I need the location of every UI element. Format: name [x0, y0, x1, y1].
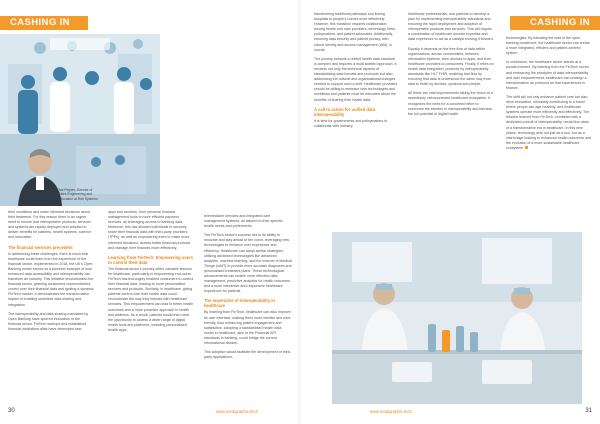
- subheading: Learning from FinTech: Empowering users to control their data: [108, 254, 194, 265]
- left-column-2: [108, 210, 194, 337]
- paragraph: By learning from FinTech, healthcare can also improve its user interface, making them more intuitive and user-friendly, thus enhancing patient engagement and satisfaction. Adopting a standardised health data model in healthcare, akin to the Financial API standards in banking, could bridge the current informational divides.: [204, 310, 292, 345]
- paragraph: The interoperability and data sharing mandated by Open Banking have spurred innovation in the financial sector. FinTech startups and established financial institutions alike have developed new: [8, 311, 89, 331]
- doctors-collage-image: [0, 34, 160, 206]
- paragraph: [506, 95, 592, 151]
- page-number: 31: [585, 408, 592, 414]
- paragraph: healthcare professionals, and patients to develop a plan for implementing interoperability standards and ensuring the rapid deployment and adoption of interoperable products and services. This will require a combination of healthcare domain expertise and data experience to act as a catalyst moving it forward.: [408, 12, 494, 42]
- paragraph: In addressing these challenges, there is much that healthcare could learn from the experience of the financial sector. Implemented in 2018, the UK's Open Banking model serves as a powerful example of how enhanced data accessibility and interoperability can transform an industry. This initiative revolutionised the financial sector, granting consumers unprecedented control over their financial data and igniting a dynamic FinTech market. It demonstrates the transformative impact of enabling seamless data sharing and integration.: [8, 251, 94, 307]
- paragraph: Equally it depends on the free flow of data within organisations, across communities, between information systems, from devices to apps, and from healthcare providers to consumers. Finally, it relies on health data integration, powered by interoperability standards like HL7 FHIR, enabling that flow by ensuring that data is understood the same way from start to finish by devices, systems and people.: [408, 46, 494, 87]
- caption-role-2: Education at Rok Systems: [58, 196, 98, 201]
- paragraph: their conditions and make informed decisions about their treatment. For this reason there is an urgent need to ensure that interoperable products, services and systems are rapidly deployed and adopted to deliver benefits for patients, health systems, science and innovation.: [8, 210, 92, 240]
- right-column-2: [408, 12, 494, 121]
- section-tab: CASHING IN: [510, 16, 600, 30]
- paragraph: All these are vital improvements taking the vision of a seamlessly interconnected healthcare ecosystem. It recognises the need for a concerted effort to overcome the barriers to interoperability and harness the full potential of digital health: [408, 91, 493, 116]
- subheading: A call to action for unified data interoperability: [314, 106, 376, 117]
- hero-photo: [0, 34, 160, 206]
- closing-paragraph: The shift will not only enhance patient care but also drive innovation, ultimately contributing to a future where people can age healthily, and healthcare systems operate more efficiently and effectively. The lessons learned from FinTech, combined with a dedicated pursuit of interoperability, herald the dawn of a transformative era in healthcare. In this new phase, technology acts not just as a tool, but as a vital bridge leading to enhanced health outcomes and the evolution of a more sustainable healthcare ecosystem.: [506, 94, 592, 150]
- right-column-3: [506, 36, 592, 155]
- right-column-1: [314, 12, 398, 133]
- paragraph: In conclusion, the healthcare sector stands at a pivotal moment. By learning from the FinTech sector and embracing the principles of data interoperability and user empowerment, healthcare can undergo a transformation as profound as that experienced in finance.: [506, 60, 589, 90]
- paragraph: transforming traditional pathways and linking hospitals to people's homes more effectively. However, this transition requires collaboration among health and care providers, technology firms, policymakers, and patient advocates. Additionally, ensuring data security and patient privacy, with robust identity and access management (IAM), is crucial.: [314, 12, 396, 52]
- paragraph: This adoption would facilitate the development of third-party applications,: [204, 350, 291, 360]
- left-column-1: [8, 210, 94, 336]
- caption-name: Joe Peyser, Director of: [58, 188, 93, 192]
- subheading: The financial services precedent: [8, 244, 73, 250]
- left-column-3: [204, 214, 292, 364]
- footer-url[interactable]: www.medigraphic.tech: [370, 409, 412, 414]
- right-page: [300, 0, 600, 424]
- paragraph: apps and services, from personal financial management tools to more efficient payment services, all leveraging access to banking data. Moreover, this has allowed individuals to securely share their financial data with third-party providers (TPPs), as well as empowering them to make more informed decisions, access better financial products and manage their finances more effectively.: [108, 210, 191, 250]
- paragraph: The financial sector's journey offers valuable lessons for healthcare, particularly in empowering end-users. FinTech has thoroughly enabled consumers to control their financial data, leading to more personalised services and products. Similarly, in healthcare, giving patients control over their health data could revolutionise the way they interact with healthcare services. This empowerment can lead to better health outcomes and a more proactive approach to health and wellness. As a result, patients would then have the opportunity to access a wider range of digital health tools and platforms, including personalised health apps,: [108, 266, 194, 332]
- caption-role: Sales Engineering and: [58, 192, 93, 197]
- footer-url[interactable]: www.medigraphic.tech: [216, 409, 258, 414]
- section-tab: CASHING IN: [0, 16, 88, 30]
- page-number: 30: [8, 408, 15, 414]
- end-mark-icon: [525, 146, 528, 149]
- paragraph: The journey towards a unified health data standard is complex and requires a multi-faceted approach. It involves not only the technical aspects of standardising data formats and protocols but also addressing the cultural and organisational changes needed to support such a shift. Healthcare providers should be willing to embrace new technologies and workflows and patients must be educated about the benefits of sharing their health data.: [314, 56, 398, 102]
- paragraph: technologies. By following the lead of the open banking movement, the healthcare sector can create a more integrated, efficient and patient-centred system.: [506, 36, 590, 56]
- paragraph: The FinTech sector's success lies in its ability to innovate and stay ahead of the curve, leveraging new technologies to enhance user experience and efficiency. Healthcare can adopt similar strategies, utilising advanced technologies like advanced analytics, machine learning, and the Internet of Medical Things (IoMT) to provide more accurate diagnoses and personalised treatment plans. These technological advancements can enable more effective data management, predictive analytics for health outcomes, and a more interactive and responsive healthcare experience for patients.: [204, 233, 292, 294]
- laboratory-image: [332, 232, 582, 404]
- paragraph: telemedicine services and integrated care management systems, all tailored to their specific health needs and preferences.: [204, 214, 283, 229]
- lab-photo: [332, 232, 582, 404]
- photo-caption: [58, 188, 102, 201]
- paragraph: It is time for governments and policymakers to collaborate with industry,: [314, 118, 388, 128]
- subheading: The imperative of interoperability in healthcare: [204, 298, 275, 309]
